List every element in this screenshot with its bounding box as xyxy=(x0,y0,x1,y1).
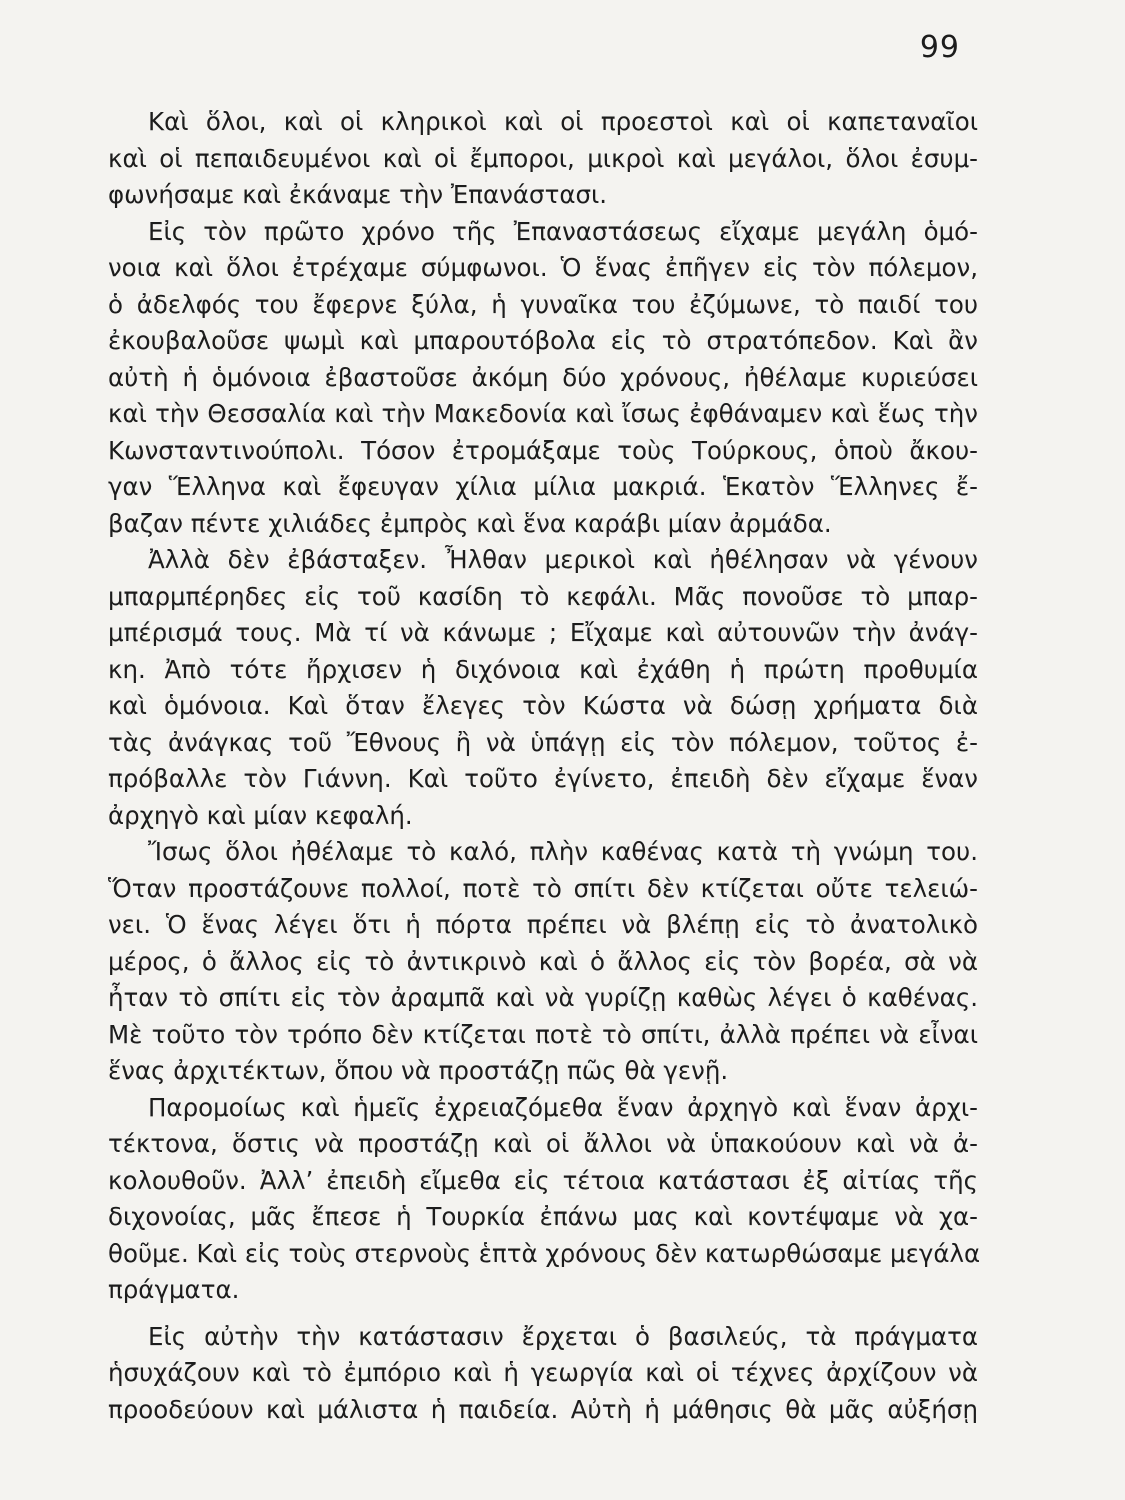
paragraph-3 xyxy=(108,542,978,834)
text-line: πράγματα. xyxy=(108,1275,240,1304)
paragraph-2 xyxy=(108,214,978,543)
paragraph-gap xyxy=(108,1309,978,1319)
text-line: γαν Ἕλληνα καὶ ἔφευγαν χίλια μίλια μακριά. Ἑκατὸν Ἕλληνες ἔ- xyxy=(108,472,978,501)
text-line: Κωνσταντινούπολι. Τόσον ἐτρομάξαμε τοὺς Τούρκους, ὁποὺ ἄκου- xyxy=(108,435,978,465)
text-line: νοια καὶ ὅλοι ἐτρέχαμε σύμφωνοι. Ὁ ἕνας ἐπῆγεν εἰς τὸν πόλεμον, xyxy=(108,253,978,282)
text-body xyxy=(108,104,981,1428)
text-line: καὶ τὴν Θεσσαλία καὶ τὴν Μακεδονία καὶ ἴσως ἐφθάναμεν καὶ ἕως τὴν xyxy=(108,399,978,428)
text-line: ἀρχηγὸ καὶ μίαν κεφαλή. xyxy=(108,800,413,830)
paragraph-5 xyxy=(108,1090,981,1309)
text-line: αὐτὴ ἡ ὁμόνοια ἐβαστοῦσε ἀκόμη δύο χρόνους, ἠθέλαμε κυριεύσει xyxy=(108,362,978,392)
text-line: Ἀλλὰ δὲν ἐβάσταξεν. Ἦλθαν μερικοὶ καὶ ἠθέλησαν νὰ γένουν xyxy=(148,545,978,574)
text-line: τέκτονα, ὅστις νὰ προστάζῃ καὶ οἱ ἄλλοι νὰ ὑπακούουν καὶ νὰ ἀ- xyxy=(108,1129,978,1158)
page-number: 99 xyxy=(919,30,960,65)
text-line: Εἰς τὸν πρῶτο χρόνο τῆς Ἐπαναστάσεως εἴχαμε μεγάλη ὁμό- xyxy=(148,216,978,246)
text-line: μέρος, ὁ ἄλλος εἰς τὸ ἀντικρινὸ καὶ ὁ ἄλλος εἰς τὸν βορέα, σὰ νὰ xyxy=(108,946,978,976)
text-line: κη. Ἀπὸ τότε ἤρχισεν ἡ διχόνοια καὶ ἐχάθη ἡ πρώτη προθυμία xyxy=(108,654,978,684)
text-line: τὰς ἀνάγκας τοῦ Ἔθνους ἢ νὰ ὑπάγῃ εἰς τὸν πόλεμον, τοῦτος ἐ- xyxy=(108,727,978,757)
text-line: Παρομοίως καὶ ἡμεῖς ἐχρειαζόμεθα ἕναν ἀρχηγὸ καὶ ἕναν ἀρχι- xyxy=(148,1092,978,1122)
text-line: πρόβαλλε τὸν Γιάννη. Καὶ τοῦτο ἐγίνετο, ἐπειδὴ δὲν εἴχαμε ἕναν xyxy=(108,764,978,793)
text-line: Ὅταν προστάζουνε πολλοί, ποτὲ τὸ σπίτι δὲν κτίζεται οὔτε τελειώ- xyxy=(108,873,978,903)
paragraph-1 xyxy=(108,104,978,214)
text-line: μπαρμπέρηδες εἰς τοῦ κασίδη τὸ κεφάλι. Μᾶς πονοῦσε τὸ μπαρ- xyxy=(108,581,978,611)
text-line: διχονοίας, μᾶς ἔπεσε ἡ Τουρκία ἐπάνω μας καὶ κοντέψαμε νὰ χα- xyxy=(108,1202,978,1231)
text-line: Εἰς αὐτὴν τὴν κατάστασιν ἔρχεται ὁ βασιλεύς, τὰ πράγματα xyxy=(148,1321,978,1351)
text-line: ἦταν τὸ σπίτι εἰς τὸν ἀραμπᾶ καὶ νὰ γυρίζῃ καθὼς λέγει ὁ καθένας. xyxy=(108,983,978,1012)
text-line: ἡσυχάζουν καὶ τὸ ἐμπόριο καὶ ἡ γεωργία καὶ οἱ τέχνες ἀρχίζουν νὰ xyxy=(108,1358,978,1387)
text-line: καὶ ὁμόνοια. Καὶ ὅταν ἔλεγες τὸν Κώστα νὰ δώσῃ χρήματα διὰ xyxy=(108,691,978,720)
text-line: Μὲ τοῦτο τὸν τρόπο δὲν κτίζεται ποτὲ τὸ σπίτι, ἀλλὰ πρέπει νὰ εἶναι xyxy=(108,1019,978,1049)
text-line: ἐκουβαλοῦσε ψωμὶ καὶ μπαρουτόβολα εἰς τὸ στρατόπεδον. Καὶ ἂν xyxy=(108,326,978,355)
text-line: νει. Ὁ ἕνας λέγει ὅτι ἡ πόρτα πρέπει νὰ βλέπῃ εἰς τὸ ἀνατολικὸ xyxy=(108,910,978,939)
text-line: Καὶ ὅλοι, καὶ οἱ κληρικοὶ καὶ οἱ προεστοὶ καὶ οἱ καπεταναῖοι xyxy=(148,107,978,136)
paragraph-6 xyxy=(108,1319,978,1429)
text-line: φωνήσαμε καὶ ἐκάναμε τὴν Ἐπανάστασι. xyxy=(108,180,608,209)
text-line: θοῦμε. Καὶ εἰς τοὺς στερνοὺς ἑπτὰ χρόνους δὲν κατωρθώσαμε μεγάλα xyxy=(108,1238,981,1268)
text-line: προοδεύουν καὶ μάλιστα ἡ παιδεία. Αὐτὴ ἡ μάθησις θὰ μᾶς αὐξήσῃ xyxy=(108,1394,978,1424)
text-line: καὶ οἱ πεπαιδευμένοι καὶ οἱ ἔμποροι, μικροὶ καὶ μεγάλοι, ὅλοι ἐσυμ- xyxy=(108,143,978,173)
text-line: βαζαν πέντε χιλιάδες ἐμπρὸς καὶ ἕνα καράβι μίαν ἀρμάδα. xyxy=(108,508,832,538)
text-line: ἕνας ἀρχιτέκτων, ὅπου νὰ προστάζῃ πῶς θὰ γενῇ. xyxy=(108,1056,729,1085)
text-line: Ἴσως ὅλοι ἠθέλαμε τὸ καλό, πλὴν καθένας κατὰ τὴ γνώμη του. xyxy=(148,837,978,866)
paragraph-4 xyxy=(108,834,978,1090)
text-line: μπέρισμά τους. Μὰ τί νὰ κάνωμε ; Εἴχαμε καὶ αὐτουνῶν τὴν ἀνάγ- xyxy=(108,618,978,647)
text-line: ὁ ἀδελφός του ἔφερνε ξύλα, ἡ γυναῖκα του ἐζύμωνε, τὸ παιδί του xyxy=(108,289,978,319)
text-line: κολουθοῦν. Ἀλλ’ ἐπειδὴ εἴμεθα εἰς τέτοια κατάστασι ἐξ αἰτίας τῆς xyxy=(108,1165,978,1195)
